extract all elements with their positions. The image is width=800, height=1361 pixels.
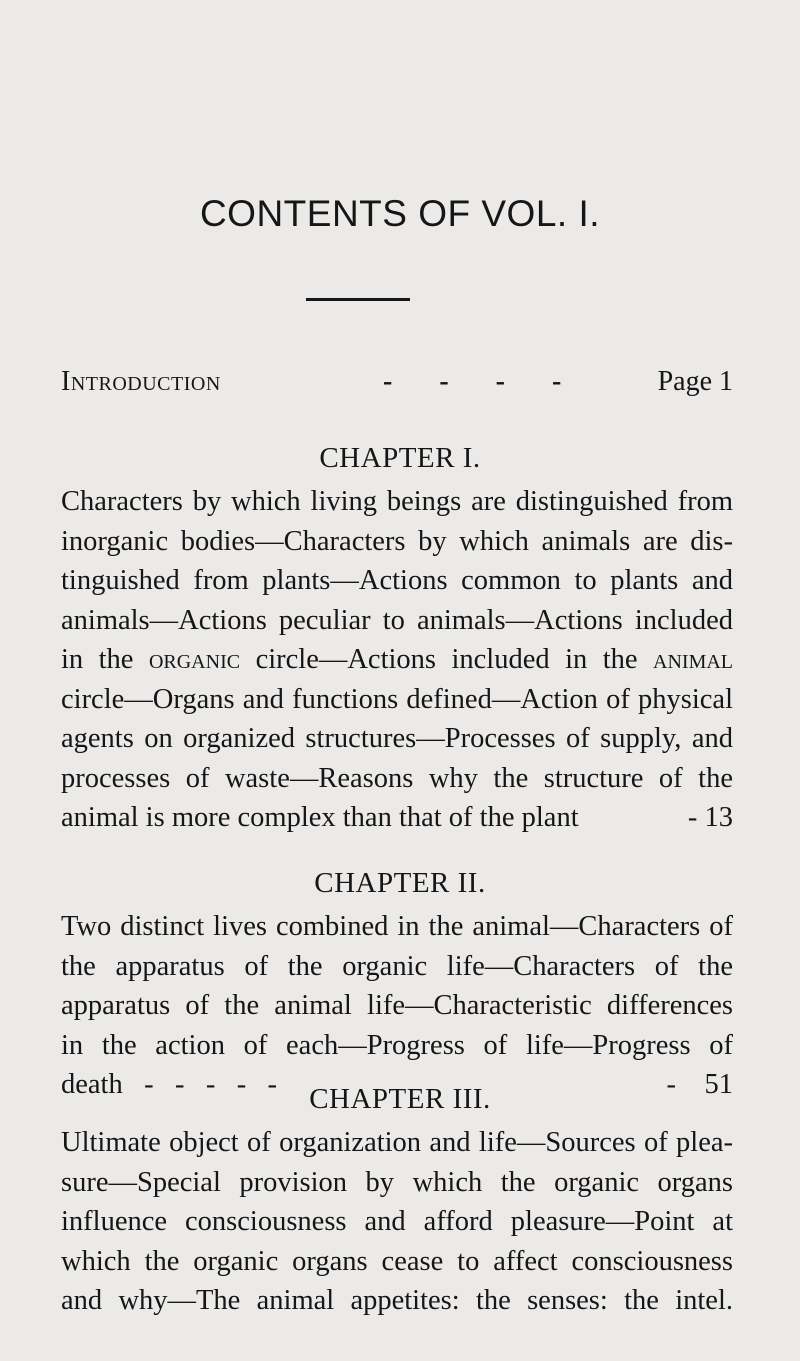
page-number: - 13	[687, 802, 733, 833]
summary-line: apparatus of the animal life—Characteristic differences	[61, 990, 733, 1021]
page-number: - 51	[666, 1069, 733, 1100]
summary-line: animals—Actions peculiar to animals—Actions included	[61, 604, 733, 636]
summary-text: death - - - - -	[61, 1069, 278, 1100]
summary-line: inorganic bodies—Characters by which animals are dis-	[61, 525, 733, 557]
chapter-1-heading: CHAPTER I.	[319, 442, 481, 474]
introduction-entry	[61, 365, 733, 399]
chapter-3-summary	[61, 1123, 733, 1321]
summary-line: and why—The animal appetites: the senses: the intel.	[61, 1285, 733, 1316]
summary-line: agents on organized structures—Processes of supply, and	[61, 723, 733, 754]
summary-line: in the action of each—Progress of life—Progress of	[61, 1029, 733, 1061]
summary-line: Characters by which living beings are distinguished from	[61, 486, 733, 517]
chapter-3-heading: CHAPTER III.	[309, 1083, 491, 1115]
title-rule	[306, 298, 410, 301]
summary-line: sure—Special provision by which the organic organs	[61, 1166, 733, 1198]
summary-line: influence consciousness and afford pleasure—Point at	[61, 1206, 733, 1237]
small-caps-term: organic	[148, 644, 241, 675]
small-caps-term: animal	[653, 644, 734, 675]
summary-line: tinguished from plants—Actions common to plants and	[61, 565, 733, 596]
summary-last-line	[61, 798, 733, 838]
summary-text: animal is more complex than that of the plant	[61, 802, 579, 833]
summary-line: Ultimate object of organization and life—Sources of plea-	[61, 1127, 733, 1158]
page-title: CONTENTS OF VOL. I.	[199, 193, 601, 234]
summary-text: circle—Actions included in the	[255, 644, 638, 675]
summary-text: in the	[61, 644, 134, 675]
chapter-1-summary	[61, 482, 733, 838]
leader-dashes: - - - -	[383, 366, 562, 397]
summary-line	[61, 640, 733, 680]
introduction-label: Introduction	[61, 366, 221, 397]
summary-line: Two distinct lives combined in the animal—Characters of	[61, 911, 733, 942]
summary-line: processes of waste—Reasons why the structure of the	[61, 762, 733, 794]
introduction-page: Page 1	[657, 366, 733, 397]
chapter-2-summary	[61, 907, 733, 1105]
chapter-2-heading: CHAPTER II.	[314, 867, 486, 899]
summary-line: which the organic organs cease to affect consciousness	[61, 1245, 733, 1277]
summary-line: the apparatus of the organic life—Characters of the	[61, 950, 733, 982]
summary-line: circle—Organs and functions defined—Action of physical	[61, 683, 733, 715]
